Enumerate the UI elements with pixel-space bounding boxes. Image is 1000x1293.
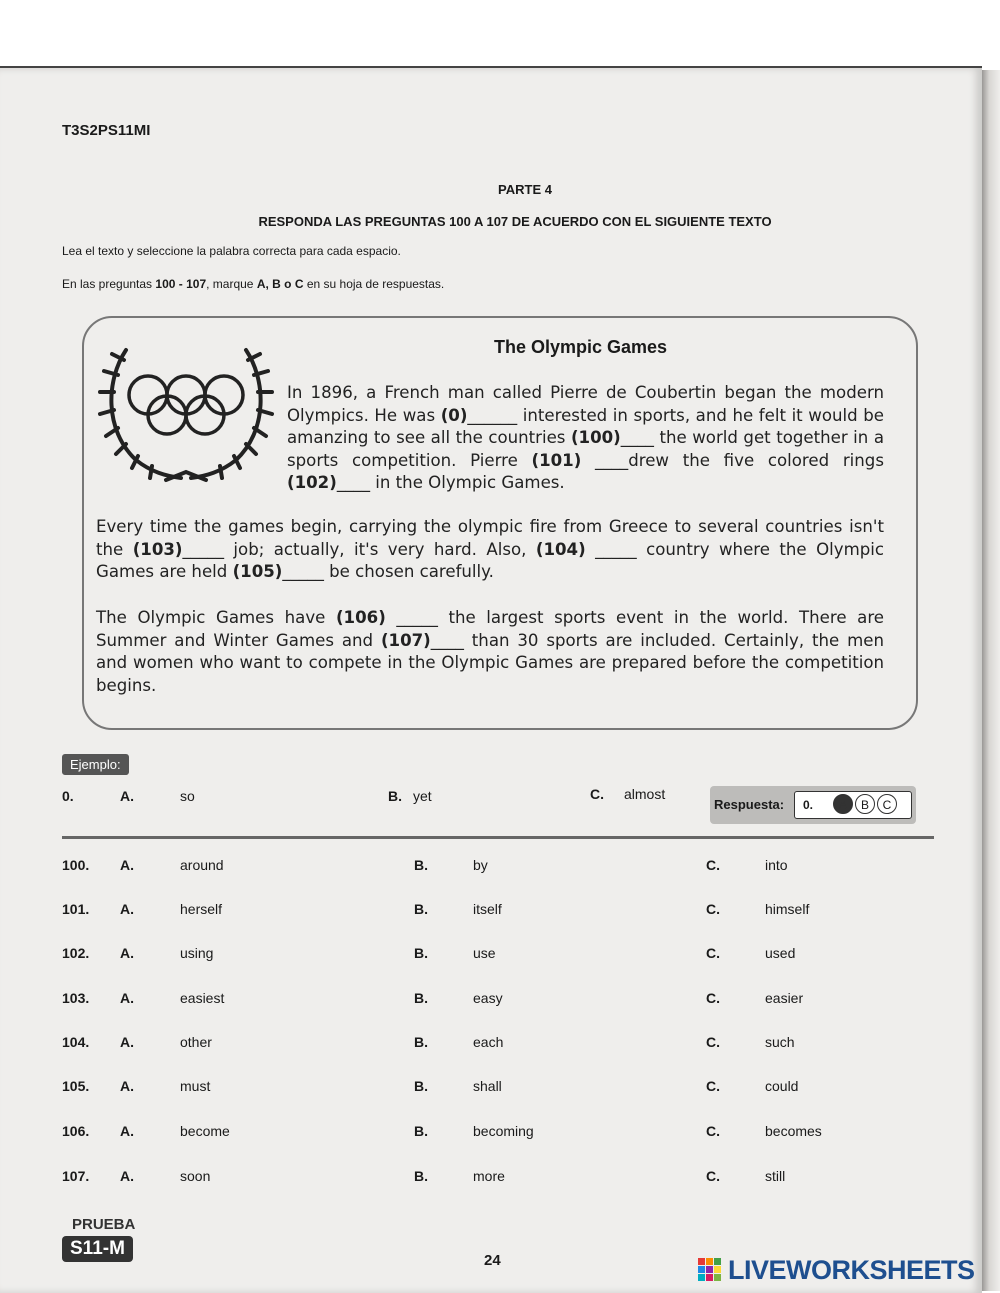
option-a-text: herself xyxy=(180,901,223,917)
gap-number: (103) xyxy=(132,539,183,559)
question-row xyxy=(0,1168,1000,1188)
instr2-pre: En las preguntas xyxy=(62,277,156,291)
option-a-label: A. xyxy=(120,1123,134,1139)
option-b-text: each xyxy=(473,1034,504,1050)
option-b-label: B. xyxy=(414,901,428,917)
instr2-mid: , marque xyxy=(206,277,257,291)
question-row xyxy=(0,901,1000,921)
option-a-text: around xyxy=(180,857,224,873)
bubble-c: C xyxy=(877,794,897,814)
question-number: 103. xyxy=(62,990,90,1006)
option-c-text: such xyxy=(765,1034,795,1050)
question-row xyxy=(0,990,1000,1010)
option-c-text: becomes xyxy=(765,1123,822,1139)
option-b-text: use xyxy=(473,945,496,961)
gap-number: (107) xyxy=(380,630,431,650)
option-b-text: yet xyxy=(413,788,432,804)
olympic-rings-laurel-icon xyxy=(96,340,276,490)
question-row xyxy=(0,857,1000,877)
text-segment: ____ in the Olympic Games. xyxy=(336,473,565,492)
bubble-a-filled: A xyxy=(833,794,853,814)
question-row xyxy=(0,1034,1000,1054)
example-answer-box xyxy=(710,786,916,824)
liveworksheets-logo-icon xyxy=(698,1258,722,1282)
instr2-post: en su hoja de respuestas. xyxy=(303,277,445,291)
question-row xyxy=(0,1078,1000,1098)
text-segment: _____ job; actually, it's very hard. Also, xyxy=(182,539,536,559)
text-segment: _____ the largest sports event in the world. There are Summer and Winter Games and xyxy=(96,608,884,650)
option-a-text: using xyxy=(180,945,214,961)
option-a-label: A. xyxy=(120,901,134,917)
reading-paragraph-3 xyxy=(96,607,884,697)
bubble-b: B xyxy=(855,794,875,814)
test-label: PRUEBA xyxy=(72,1216,136,1233)
gap-number: (104) xyxy=(535,539,586,559)
section-title: PARTE 4 xyxy=(498,182,552,197)
option-c-label: C. xyxy=(706,1123,720,1139)
answer-bubbles xyxy=(794,791,912,819)
option-c-label: C. xyxy=(706,901,720,917)
option-a-label: A. xyxy=(120,990,134,1006)
answer-label: Respuesta: xyxy=(714,797,785,812)
option-c-label: C. xyxy=(706,990,720,1006)
instruction-line-1: Lea el texto y seleccione la palabra correcta para cada espacio. xyxy=(62,244,401,258)
option-b-label: B. xyxy=(414,1034,428,1050)
option-b-label: B. xyxy=(388,788,402,804)
option-c-text: himself xyxy=(765,901,810,917)
text-segment: ______ interested in sports, and he felt it would be amanzing to see all the countries xyxy=(287,405,884,447)
option-c-label: C. xyxy=(706,1168,720,1184)
gap-number: (102) xyxy=(287,473,337,492)
section-instruction-heading: RESPONDA LAS PREGUNTAS 100 A 107 DE ACUERDO CON EL SIGUIENTE TEXTO xyxy=(258,214,772,229)
example-badge: Ejemplo: xyxy=(62,754,129,775)
reading-paragraph-2 xyxy=(96,516,884,584)
option-b-label: B. xyxy=(414,1168,428,1184)
question-number: 102. xyxy=(62,945,90,961)
option-a-text: must xyxy=(180,1078,211,1094)
option-a-text: soon xyxy=(180,1168,211,1184)
option-b-text: by xyxy=(473,857,488,873)
text-segment: ____ the world get together in a sports competition. Pierre xyxy=(287,428,884,470)
option-a-text: become xyxy=(180,1123,230,1139)
option-b-label: B. xyxy=(414,945,428,961)
question-number: 105. xyxy=(62,1078,90,1094)
text-segment: ____ than 30 sports are included. Certainly, the men and women who want to compete in the Olympic Games are prepared before the competition begins. xyxy=(96,630,884,695)
option-c-text: still xyxy=(765,1168,786,1184)
instr2-nums: 100 - 107 xyxy=(155,277,207,291)
question-row xyxy=(0,945,1000,965)
option-b-label: B. xyxy=(414,857,428,873)
instr2-letters: A, B o C xyxy=(256,277,304,291)
option-a-text: easiest xyxy=(180,990,225,1006)
text-segment: _____ be chosen carefully. xyxy=(282,562,494,581)
option-b-text: itself xyxy=(473,901,502,917)
question-number: 107. xyxy=(62,1168,90,1184)
text-segment: Every time the games begin, carrying the olympic fire from Greece to several countries isn't the xyxy=(96,517,884,559)
question-number: 104. xyxy=(62,1034,90,1050)
question-number: 100. xyxy=(62,857,90,873)
option-a-label: A. xyxy=(120,788,134,804)
option-a-label: A. xyxy=(120,1034,134,1050)
option-c-text: easier xyxy=(765,990,804,1006)
option-b-label: B. xyxy=(414,1123,428,1139)
answer-number: 0. xyxy=(803,798,814,812)
instruction-line-2 xyxy=(62,277,444,291)
option-c-text: into xyxy=(765,857,788,873)
option-c-label: C. xyxy=(706,1078,720,1094)
reading-paragraph-1 xyxy=(287,382,884,495)
gap-number: (100) xyxy=(570,428,621,447)
option-a-label: A. xyxy=(120,1168,134,1184)
reading-title: The Olympic Games xyxy=(494,337,668,357)
option-b-text: shall xyxy=(473,1078,502,1094)
divider xyxy=(62,836,934,839)
option-c-text: could xyxy=(765,1078,799,1094)
gap-number: (101) xyxy=(531,450,582,470)
option-b-text: more xyxy=(473,1168,505,1184)
option-c-label: C. xyxy=(706,1034,720,1050)
option-c-label: C. xyxy=(706,857,720,873)
option-b-text: easy xyxy=(473,990,503,1006)
text-segment: The Olympic Games have xyxy=(96,608,336,627)
option-a-label: A. xyxy=(120,857,134,873)
text-segment: _____ country where the Olympic Games are held xyxy=(96,539,884,581)
option-c-label: C. xyxy=(590,786,604,802)
option-a-text: so xyxy=(180,788,195,804)
option-a-label: A. xyxy=(120,945,134,961)
option-a-label: A. xyxy=(120,1078,134,1094)
question-number: 101. xyxy=(62,901,90,917)
text-segment: ____drew the five colored rings xyxy=(581,450,884,470)
document-code: T3S2PS11MI xyxy=(62,122,151,139)
page-edge-shadow xyxy=(982,70,1000,1291)
option-c-label: C. xyxy=(706,945,720,961)
option-a-text: other xyxy=(180,1034,212,1050)
gap-number: (106) xyxy=(335,608,386,627)
page-number: 24 xyxy=(484,1252,501,1269)
option-c-text: almost xyxy=(624,786,666,802)
example-number: 0. xyxy=(62,788,74,804)
test-code-badge: S11-M xyxy=(62,1236,133,1262)
option-b-label: B. xyxy=(414,990,428,1006)
question-number: 106. xyxy=(62,1123,90,1139)
option-b-text: becoming xyxy=(473,1123,534,1139)
option-c-text: used xyxy=(765,945,796,961)
gap-number: (0) xyxy=(440,405,468,425)
option-b-label: B. xyxy=(414,1078,428,1094)
brand-text: LIVEWORKSHEETS xyxy=(728,1255,975,1285)
gap-number: (105) xyxy=(232,562,283,581)
question-row xyxy=(0,1123,1000,1143)
text-segment: In 1896, a French man called Pierre de Coubertin began the modern Olympics. He was xyxy=(287,383,884,425)
